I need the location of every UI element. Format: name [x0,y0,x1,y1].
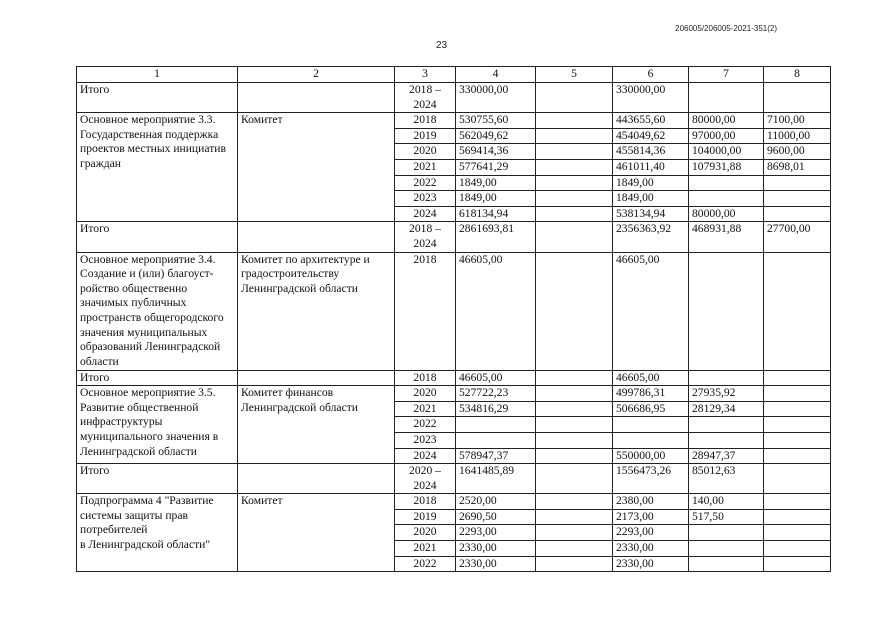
table-row [77,252,831,370]
value-cell: 1641485,89 [456,464,536,494]
value-cell: 107931,88 [689,159,764,175]
value-cell [689,525,764,541]
value-cell: 443655,60 [613,113,689,129]
value-cell: 80000,00 [689,206,764,222]
value-cell [536,432,613,448]
measure-name-cell: Основное мероприятие 3.4. Создание и (или) благоуст-ройство общественно значимых публичных пространств общегородского значения муниципальных образований Ленинградской области [77,252,238,370]
value-cell: 8698,01 [764,159,831,175]
value-cell: 46605,00 [613,370,689,386]
value-cell [764,556,831,572]
year-cell: 2018 [395,252,456,370]
value-cell: 80000,00 [689,113,764,129]
measure-name-cell: Основное мероприятие 3.5. Развитие общественной инфраструктуры муниципального значения в Ленинградской области [77,386,238,464]
value-cell [764,541,831,557]
value-cell: 499786,31 [613,386,689,402]
value-cell [536,128,613,144]
total-row [77,464,831,494]
value-cell [764,525,831,541]
value-cell [764,370,831,386]
table-row [77,386,831,402]
value-cell [536,448,613,464]
executor-cell [238,222,395,252]
value-cell [613,432,689,448]
measure-name-cell: Основное мероприятие 3.3. Государственная поддержка проектов местных инициатив граждан [77,113,238,222]
value-cell: 2330,00 [613,556,689,572]
year-cell: 2022 [395,556,456,572]
document-code: 206005/206005-2021-351(2) [675,24,777,33]
value-cell: 1849,00 [456,175,536,191]
value-cell [764,509,831,525]
year-cell: 2020 [395,144,456,160]
value-cell: 11000,00 [764,128,831,144]
value-cell [689,252,764,370]
value-cell: 454049,62 [613,128,689,144]
value-cell: 2330,00 [613,541,689,557]
value-cell: 2861693,81 [456,222,536,252]
measure-name-cell: Итого [77,222,238,252]
year-cell: 2020 [395,525,456,541]
value-cell: 1849,00 [456,191,536,207]
value-cell: 517,50 [689,509,764,525]
executor-cell: Комитет [238,113,395,222]
value-cell: 577641,29 [456,159,536,175]
value-cell [764,83,831,113]
value-cell [764,191,831,207]
value-cell [764,464,831,494]
value-cell: 2330,00 [456,556,536,572]
value-cell: 2690,50 [456,509,536,525]
value-cell: 2520,00 [456,494,536,510]
year-cell: 2018 [395,494,456,510]
value-cell: 527722,23 [456,386,536,402]
value-cell: 104000,00 [689,144,764,160]
value-cell [764,417,831,433]
value-cell [536,386,613,402]
value-cell: 562049,62 [456,128,536,144]
year-cell: 2023 [395,191,456,207]
value-cell [536,525,613,541]
value-cell [613,417,689,433]
value-cell [456,417,536,433]
value-cell: 461011,40 [613,159,689,175]
year-cell: 2021 [395,541,456,557]
financing-table [76,66,831,572]
value-cell [764,206,831,222]
value-cell: 2380,00 [613,494,689,510]
value-cell: 455814,36 [613,144,689,160]
value-cell: 538134,94 [613,206,689,222]
year-cell: 2020 – 2024 [395,464,456,494]
value-cell [764,448,831,464]
value-cell: 46605,00 [456,252,536,370]
value-cell: 7100,00 [764,113,831,129]
measure-name-cell: Итого [77,83,238,113]
executor-cell [238,370,395,386]
value-cell [536,206,613,222]
executor-cell: Комитет по архитектуре и градостроительству Ленинградской области [238,252,395,370]
value-cell [536,83,613,113]
year-cell: 2021 [395,401,456,417]
column-header: 4 [456,67,536,83]
value-cell: 2293,00 [456,525,536,541]
table-row [77,494,831,510]
executor-cell: Комитет [238,494,395,572]
value-cell: 27700,00 [764,222,831,252]
executor-cell: Комитет финансов Ленинградской области [238,386,395,464]
value-cell: 1849,00 [613,191,689,207]
value-cell [456,432,536,448]
measure-name-cell: Итого [77,464,238,494]
year-cell: 2019 [395,128,456,144]
value-cell: 569414,36 [456,144,536,160]
value-cell [536,175,613,191]
value-cell [689,370,764,386]
value-cell [536,509,613,525]
value-cell: 140,00 [689,494,764,510]
value-cell: 550000,00 [613,448,689,464]
value-cell [764,494,831,510]
value-cell [764,386,831,402]
year-cell: 2024 [395,448,456,464]
year-cell: 2021 [395,159,456,175]
value-cell: 330000,00 [456,83,536,113]
value-cell: 330000,00 [613,83,689,113]
value-cell [536,113,613,129]
year-cell: 2018 – 2024 [395,222,456,252]
table-row [77,113,831,129]
value-cell [536,222,613,252]
column-header: 7 [689,67,764,83]
value-cell: 85012,63 [689,464,764,494]
value-cell: 46605,00 [456,370,536,386]
value-cell: 534816,29 [456,401,536,417]
measure-name-cell: Подпрограмма 4 "Развитие системы защиты прав потребителей в Ленинградской области" [77,494,238,572]
year-cell: 2018 [395,370,456,386]
value-cell [689,175,764,191]
value-cell [764,175,831,191]
value-cell: 618134,94 [456,206,536,222]
value-cell [536,159,613,175]
value-cell: 46605,00 [613,252,689,370]
value-cell: 97000,00 [689,128,764,144]
value-cell [764,432,831,448]
value-cell: 468931,88 [689,222,764,252]
value-cell: 28947,37 [689,448,764,464]
value-cell: 1556473,26 [613,464,689,494]
value-cell [536,401,613,417]
value-cell [764,401,831,417]
total-row [77,222,831,252]
value-cell [536,144,613,160]
value-cell [689,556,764,572]
value-cell: 2330,00 [456,541,536,557]
year-cell: 2019 [395,509,456,525]
value-cell: 506686,95 [613,401,689,417]
executor-cell [238,83,395,113]
value-cell: 9600,00 [764,144,831,160]
measure-name-cell: Итого [77,370,238,386]
column-header: 3 [395,67,456,83]
year-cell: 2020 [395,386,456,402]
value-cell: 28129,34 [689,401,764,417]
value-cell: 2293,00 [613,525,689,541]
value-cell [764,252,831,370]
value-cell [689,83,764,113]
value-cell: 578947,37 [456,448,536,464]
year-cell: 2022 [395,175,456,191]
column-header: 8 [764,67,831,83]
value-cell [689,417,764,433]
value-cell: 1849,00 [613,175,689,191]
value-cell [689,541,764,557]
executor-cell [238,464,395,494]
value-cell [536,494,613,510]
value-cell [689,191,764,207]
value-cell: 530755,60 [456,113,536,129]
column-header: 6 [613,67,689,83]
year-cell: 2018 – 2024 [395,83,456,113]
column-header: 1 [77,67,238,83]
value-cell [536,252,613,370]
value-cell: 27935,92 [689,386,764,402]
value-cell [536,464,613,494]
column-header: 5 [536,67,613,83]
column-header: 2 [238,67,395,83]
value-cell [536,417,613,433]
value-cell [536,556,613,572]
value-cell [689,432,764,448]
value-cell [536,370,613,386]
total-row [77,370,831,386]
value-cell: 2173,00 [613,509,689,525]
value-cell [536,541,613,557]
value-cell: 2356363,92 [613,222,689,252]
column-header-row [77,67,831,83]
total-row [77,83,831,113]
year-cell: 2024 [395,206,456,222]
value-cell [536,191,613,207]
year-cell: 2018 [395,113,456,129]
year-cell: 2022 [395,417,456,433]
page-number: 23 [435,40,448,51]
year-cell: 2023 [395,432,456,448]
